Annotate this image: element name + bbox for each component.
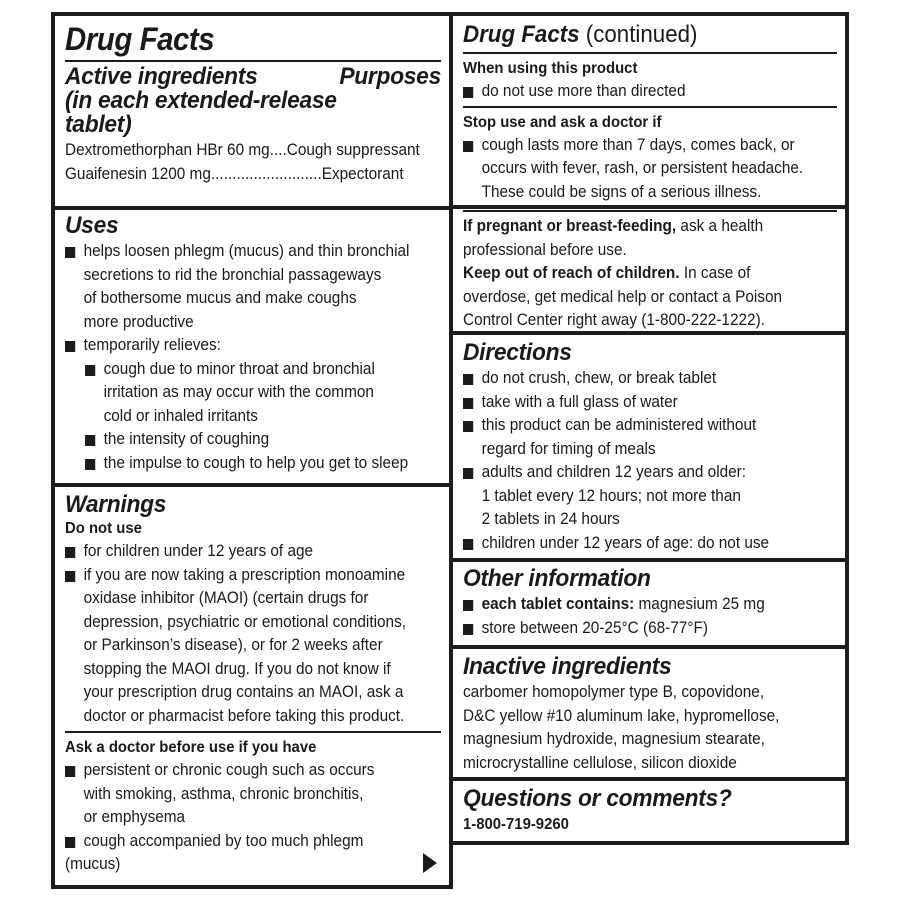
divider — [65, 731, 441, 733]
active-ingredients-heading: Active ingredients — [65, 63, 258, 90]
uses-bullet: temporarily relieves: — [65, 334, 415, 358]
stop-use-bullet: cough lasts more than 7 days, comes back, or occurs with fever, rash, or persistent headache. These could be signs of a serious illness. — [463, 134, 811, 205]
questions-phone: 1-800-719-9260 — [463, 816, 569, 833]
other-information-bullet: each tablet contains: magnesium 25 mg — [463, 593, 811, 617]
warning-bullet: if you are now taking a prescription monoamine oxidase inhibitor (MAOI) (certain drugs for depression, psychiatric or emotional conditions, or Parkinson’s disease), or for 2 weeks after stopping the MAOI drug. If you do not know if your prescription drug contains an MAOI, ask a doctor or pharmacist before taking this product. — [65, 564, 415, 729]
pregnancy-warning: If pregnant or breast-feeding, ask a health — [463, 217, 764, 235]
active-ingredients-heading-2: (in each extended-release — [65, 87, 337, 114]
ask-doctor-bullet: persistent or chronic cough such as occurs with smoking, asthma, chronic bronchitis, or emphysema — [65, 759, 415, 830]
uses-sub-bullet: cough due to minor throat and bronchial irritation as may occur with the common cold or inhaled irritants — [85, 358, 416, 429]
uses-heading: Uses — [65, 212, 119, 239]
directions-bullet: children under 12 years of age: do not use — [463, 532, 811, 556]
uses-bullet: helps loosen phlegm (mucus) and thin bronchial secretions to rid the bronchial passageways of bothersome mucus and make coughs more productive — [65, 240, 415, 334]
warnings-section — [55, 487, 449, 889]
uses-section — [55, 210, 449, 487]
pregnancy-warning-cont: professional before use. — [463, 240, 627, 259]
divider — [463, 106, 837, 108]
other-information-bullet: store between 20-25°C (68-77°F) — [463, 617, 811, 641]
drug-facts-panel-right — [449, 12, 849, 845]
active-ingredients-heading-3: tablet) — [65, 111, 132, 138]
inactive-ingredients-heading: Inactive ingredients — [463, 653, 672, 680]
questions-heading: Questions or comments? — [463, 785, 732, 812]
ingredient-guaifenesin: Guaifenesin 1200 mg..........................Expectorant — [65, 164, 404, 183]
other-information-heading: Other information — [463, 565, 651, 592]
directions-heading: Directions — [463, 339, 572, 366]
uses-sub-bullet: the impulse to cough to help you get to sleep — [85, 452, 416, 476]
uses-sub-bullet: the intensity of coughing — [85, 428, 416, 452]
continued-title: Drug Facts (continued) — [463, 21, 698, 48]
other-information-section — [453, 562, 845, 649]
ask-doctor-heading: Ask a doctor before use if you have — [65, 739, 317, 756]
continued-section — [453, 16, 845, 209]
when-using-heading: When using this product — [463, 60, 638, 77]
do-not-use-heading: Do not use — [65, 520, 142, 537]
purposes-heading: Purposes — [339, 63, 441, 90]
pregnancy-section — [453, 205, 845, 335]
directions-bullet: do not crush, chew, or break tablet — [463, 367, 811, 391]
keep-out-warning: Keep out of reach of children. In case of — [463, 264, 751, 282]
directions-bullet: adults and children 12 years and older: 1 tablet every 12 hours; not more than 2 tablets in 24 hours — [463, 461, 811, 532]
inactive-ingredients-line: carbomer homopolymer type B, copovidone, — [463, 683, 765, 701]
inactive-ingredients-line: magnesium hydroxide, magnesium stearate, — [463, 730, 765, 748]
warnings-heading: Warnings — [65, 491, 167, 518]
divider — [65, 60, 441, 62]
directions-bullet: take with a full glass of water — [463, 391, 811, 415]
drug-facts-panel-left — [51, 12, 453, 889]
divider — [463, 210, 837, 212]
stop-use-heading: Stop use and ask a doctor if — [463, 113, 662, 131]
when-using-bullet: do not use more than directed — [463, 80, 811, 104]
warning-bullet: for children under 12 years of age — [65, 540, 415, 564]
questions-section — [453, 781, 845, 836]
keep-out-warning-cont: overdose, get medical help or contact a Poison — [463, 287, 783, 306]
divider — [463, 52, 837, 54]
drug-facts-title: Drug Facts — [65, 21, 215, 57]
ingredient-dextromethorphan: Dextromethorphan HBr 60 mg....Cough suppressant — [65, 141, 420, 159]
directions-bullet: this product can be administered without regard for timing of meals — [463, 414, 811, 461]
inactive-ingredients-line: microcrystalline cellulose, silicon dioxide — [463, 753, 737, 772]
inactive-ingredients-line: D&C yellow #10 aluminum lake, hypromellose, — [463, 706, 780, 725]
active-ingredients-section — [55, 20, 449, 210]
ask-doctor-bullet: cough accompanied by too much phlegm (mucus) — [65, 830, 415, 877]
continued-arrow-icon — [423, 853, 437, 873]
inactive-ingredients-section — [453, 649, 845, 781]
keep-out-warning-cont: Control Center right away (1-800-222-1222). — [463, 311, 765, 329]
directions-section — [453, 335, 845, 562]
